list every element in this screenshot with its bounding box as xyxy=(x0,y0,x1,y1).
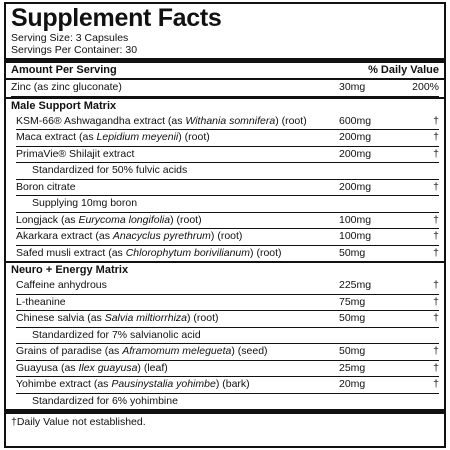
ingredient-row xyxy=(16,180,439,197)
ingredient-dv: † xyxy=(433,230,439,242)
section-heading-male: Male Support Matrix xyxy=(11,99,117,112)
ingredient-name xyxy=(16,147,339,163)
ingredient-name-text: Boron citrate xyxy=(16,180,76,193)
ingredient-name-text: Longjack (as xyxy=(16,213,79,226)
plant-part: ) (root) xyxy=(210,230,243,242)
ingredient-dv: † xyxy=(433,295,439,308)
botanical-name: Lepidium meyenii xyxy=(96,131,179,143)
ingredient-dv: † xyxy=(433,131,439,143)
ingredient-amount: 50mg xyxy=(339,345,366,357)
ingredient-row xyxy=(16,246,439,262)
ingredient-name xyxy=(16,180,339,196)
ingredient-name-text: Supplying 10mg boron xyxy=(32,197,138,209)
section-heading-neuro: Neuro + Energy Matrix xyxy=(11,264,129,276)
ingredient-name xyxy=(16,246,339,262)
ingredient-dv: † xyxy=(433,361,439,374)
ingredient-amount xyxy=(339,328,399,344)
ingredient-name-text: Chinese salvia (as xyxy=(16,312,105,324)
ingredient-amount: 50mg xyxy=(339,312,366,324)
ingredient-amount: 30mg xyxy=(339,81,366,93)
ingredient-amount: 225mg xyxy=(339,279,372,291)
ingredient-dv xyxy=(399,196,439,212)
botanical-name: Withania somnifera xyxy=(185,114,276,127)
ingredient-dv: † xyxy=(433,147,439,160)
ingredient-name xyxy=(16,278,339,294)
ingredient-dv xyxy=(399,163,439,179)
ingredient-row xyxy=(16,130,439,147)
ingredient-row xyxy=(16,361,439,378)
plant-part: ) (seed) xyxy=(231,345,268,357)
botanical-name: Pausinystalia yohimbe xyxy=(111,378,216,390)
ingredient-name-text: PrimaVie® Shilajit extract xyxy=(16,147,135,160)
ingredient-dv: † xyxy=(433,114,439,127)
ingredient-amount: 100mg xyxy=(339,230,372,242)
footnote: †Daily Value not established. xyxy=(11,416,146,428)
ingredient-name xyxy=(16,213,339,229)
ingredient-name xyxy=(16,311,339,327)
ingredient-amount xyxy=(339,163,399,179)
botanical-name: Aframomum melegueta xyxy=(122,345,232,357)
plant-part: ) (root) xyxy=(250,246,282,259)
male-ingredient-list xyxy=(11,114,439,262)
plant-part: ) (root) xyxy=(275,114,307,127)
ingredient-row xyxy=(16,163,439,180)
ingredient-name-text: Caffeine anhydrous xyxy=(16,279,107,291)
ingredient-name-text: Standardized for 6% yohimbine xyxy=(32,394,178,407)
ingredient-row xyxy=(16,311,439,328)
ingredient-row xyxy=(16,196,439,213)
plant-part: ) (root) xyxy=(178,131,210,143)
ingredient-dv: † xyxy=(433,312,439,324)
ingredient-name-text: Akarkara extract (as xyxy=(16,230,113,242)
botanical-name: Eurycoma longifolia xyxy=(78,213,171,226)
dv-header: % Daily Value xyxy=(368,64,439,76)
ingredient-name xyxy=(16,377,339,393)
ingredient-row xyxy=(16,295,439,312)
supplement-facts-panel xyxy=(4,2,446,448)
ingredient-row xyxy=(16,377,439,394)
ingredient-name-text: L-theanine xyxy=(16,295,66,308)
ingredient-amount: 200mg xyxy=(339,180,372,193)
ingredient-amount: 200mg xyxy=(339,147,372,160)
neuro-ingredient-list xyxy=(11,278,439,409)
ingredient-name xyxy=(16,394,339,410)
botanical-name: Ilex guayusa xyxy=(78,361,138,374)
column-header xyxy=(11,63,439,78)
ingredient-row xyxy=(16,213,439,230)
ingredient-dv: † xyxy=(433,279,439,291)
plant-part: ) (root) xyxy=(170,213,202,226)
ingredient-row xyxy=(16,328,439,345)
panel-title: Supplement Facts xyxy=(11,4,222,32)
ingredient-name-text: Standardized for 7% salvianolic acid xyxy=(32,328,201,341)
ingredient-name xyxy=(16,328,339,344)
ingredient-dv: † xyxy=(433,378,439,390)
zinc-row xyxy=(11,80,439,97)
ingredient-name-text: KSM-66® Ashwagandha extract (as xyxy=(16,114,186,127)
ingredient-name-text: Yohimbe extract (as xyxy=(16,378,112,390)
amount-header: Amount Per Serving xyxy=(11,64,117,76)
ingredient-name-text: Grains of paradise (as xyxy=(16,345,123,357)
ingredient-row xyxy=(16,344,439,361)
ingredient-row xyxy=(16,114,439,131)
ingredient-row xyxy=(16,147,439,164)
botanical-name: Chlorophytum borivilianum xyxy=(125,246,251,259)
botanical-name: Salvia miltiorrhiza xyxy=(104,312,187,324)
ingredient-name xyxy=(16,114,339,130)
ingredient-dv: 200% xyxy=(412,81,439,93)
ingredient-name-text: Maca extract (as xyxy=(16,131,97,143)
ingredient-name-text: Standardized for 50% fulvic acids xyxy=(32,164,188,176)
ingredient-dv xyxy=(399,394,439,410)
ingredient-dv xyxy=(399,328,439,344)
ingredient-amount xyxy=(339,394,399,410)
ingredient-dv: † xyxy=(433,345,439,357)
ingredient-name-text: Safed musli extract (as xyxy=(16,246,126,259)
ingredient-name xyxy=(16,295,339,311)
ingredient-name xyxy=(16,361,339,377)
plant-part: ) (root) xyxy=(187,312,219,324)
ingredient-amount: 100mg xyxy=(339,213,372,226)
ingredient-amount xyxy=(339,196,399,212)
ingredient-row xyxy=(16,229,439,246)
servings-per-container: Servings Per Container: 30 xyxy=(11,44,138,56)
ingredient-amount: 20mg xyxy=(339,378,366,390)
plant-part: ) (bark) xyxy=(215,378,250,390)
plant-part: ) (leaf) xyxy=(137,361,168,374)
ingredient-amount: 600mg xyxy=(339,114,372,127)
ingredient-amount: 50mg xyxy=(339,246,366,259)
ingredient-amount: 75mg xyxy=(339,295,366,308)
ingredient-amount: 200mg xyxy=(339,131,372,143)
ingredient-row xyxy=(16,394,439,410)
thick-divider xyxy=(6,409,444,414)
ingredient-amount: 25mg xyxy=(339,361,366,374)
ingredient-name xyxy=(16,130,339,146)
ingredient-name: Zinc (as zinc gluconate) xyxy=(11,81,122,93)
ingredient-name xyxy=(16,196,339,212)
ingredient-name xyxy=(16,344,339,360)
ingredient-dv: † xyxy=(433,213,439,226)
ingredient-dv: † xyxy=(433,246,439,259)
ingredient-dv: † xyxy=(433,180,439,193)
botanical-name: Anacyclus pyrethrum xyxy=(112,230,211,242)
ingredient-row xyxy=(16,278,439,295)
serving-size: Serving Size: 3 Capsules xyxy=(11,32,129,44)
ingredient-name-text: Guayusa (as xyxy=(16,361,79,374)
ingredient-name xyxy=(16,163,339,179)
ingredient-name xyxy=(16,229,339,245)
